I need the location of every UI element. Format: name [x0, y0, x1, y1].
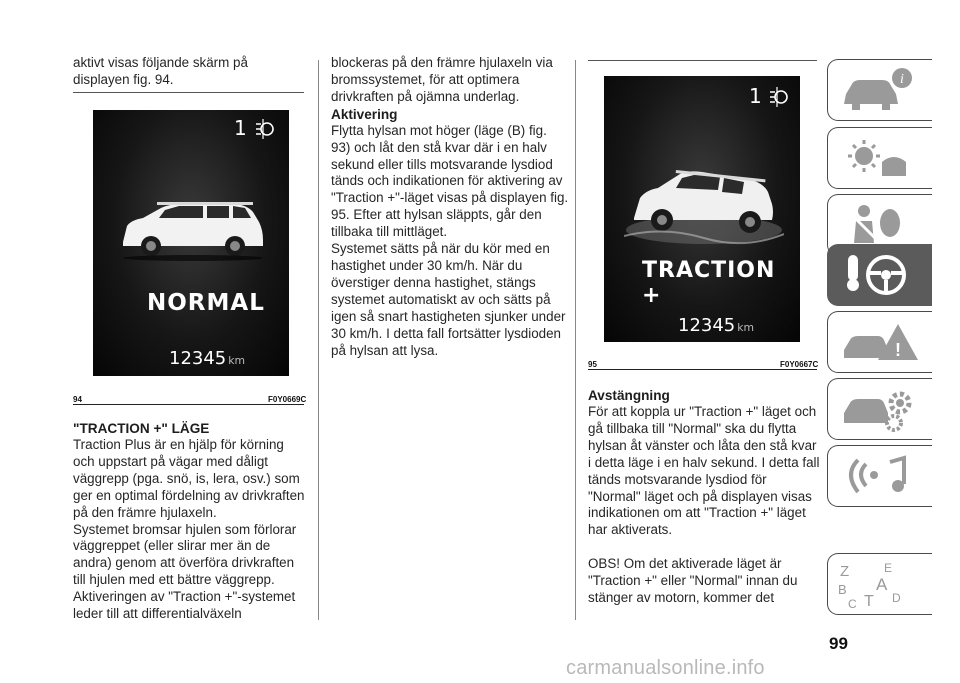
- paragraph: blockeras på den främre hjulaxeln via bromssystemet, för att optimera drivkraften på ojämna underlag.: [331, 55, 553, 104]
- column-divider: [318, 60, 319, 620]
- figure-94-bottom-rule: [73, 404, 304, 405]
- figure-95-top-rule: [588, 60, 817, 61]
- odometer-value: 12345: [678, 315, 736, 336]
- section-heading-traction: "TRACTION +" LÄGE: [73, 421, 210, 436]
- gear-indicator: 1: [234, 116, 247, 140]
- odometer-unit: km: [228, 354, 246, 367]
- paragraph: OBS! Om det aktiverade läget är "Traction +" eller "Normal" innan du stänger av motorn, kommer det: [588, 556, 798, 606]
- odometer-value: 12345: [169, 348, 227, 369]
- figure-95-number: 95: [588, 360, 597, 369]
- paragraph: Aktiveringen av "Traction +"-systemet leder till att differentialväxeln: [73, 589, 296, 622]
- chapter-tab-multimedia[interactable]: [827, 445, 932, 507]
- column-divider: [575, 60, 576, 620]
- odometer-unit: km: [737, 321, 755, 334]
- chapter-tab-starting-driving[interactable]: [827, 244, 932, 306]
- drive-mode-label: TRACTION +: [642, 258, 776, 308]
- svg-text:i: i: [900, 72, 904, 87]
- chapter-tab-car-info[interactable]: [827, 59, 932, 121]
- alphabetical-index-icon: [834, 558, 926, 610]
- chapter-tab-maintenance[interactable]: [827, 378, 932, 440]
- index-letter: E: [884, 561, 893, 575]
- index-letter: A: [876, 575, 888, 594]
- index-letter: T: [864, 593, 874, 610]
- figure-94-number: 94: [73, 395, 82, 404]
- traction-led-icon: [767, 85, 791, 109]
- odometer: [678, 315, 754, 336]
- figure-95-code: F0Y0667C: [780, 360, 819, 369]
- car-maintenance-gears-icon: [834, 383, 926, 435]
- car-offroad-icon: [624, 158, 784, 248]
- watermark: carmanualsonline.info: [566, 657, 765, 679]
- paragraph: Systemet bromsar hjulen som förlorar väggreppet (eller slirar mer än de andra) genom att överföra drivkraften till hjulen med ett bättre väggrepp.: [73, 521, 297, 588]
- paragraph: För att koppla ur "Traction +" läget och gå tillbaka till "Normal" ska du flytta hylsan åt vänster och låta den stå kvar i detta läge i en halv sekund. I detta fall tänds motsvarande lysdiod för "Normal" läget och på displayen visas indikationen om att "Traction +" läget har aktiverats.: [588, 404, 820, 538]
- section-heading-activation: Aktivering: [331, 106, 398, 122]
- svg-text:!: !: [895, 340, 901, 360]
- column-3-body: [588, 387, 823, 607]
- chapter-tab-dashboard-lights[interactable]: [827, 127, 932, 189]
- index-letter: C: [848, 597, 857, 610]
- paragraph: Systemet sätts på när du kör med en hastighet under 30 km/h. När du överstiger denna hastighet, stängs systemet automatiskt av och sätts på igen så snart hastigheten sjunker under 30 km/h. I detta fall fortsätter lysdioden på hylsan att lysa.: [331, 241, 566, 358]
- intro-text: aktivt visas följande skärm på displayen fig. 94.: [73, 55, 248, 87]
- paragraph: Flytta hylsan mot höger (läge (B) fig. 93) och låt den stå kvar där i en halv sekund eller tills motsvarande lysdiod tänds och indikationen för aktivering av "Traction +"-läget visas på displayen fig. 95. Efter att hylsan släppts, går den tillbaka till mittläget.: [331, 122, 569, 240]
- index-letter: Z: [840, 563, 850, 580]
- index-letter: B: [838, 582, 847, 597]
- chapter-tab-emergency[interactable]: [827, 311, 932, 373]
- car-accident-warning-icon: [834, 316, 926, 368]
- drive-mode-label: NORMAL: [147, 290, 265, 316]
- column-1: [73, 55, 308, 89]
- index-letter: D: [892, 591, 901, 605]
- multimedia-icon: [834, 450, 926, 502]
- chapter-tab-index[interactable]: [827, 553, 932, 615]
- car-info-icon: [834, 64, 926, 116]
- steering-wheel-key-icon: [834, 249, 926, 301]
- figure-94-display: [93, 110, 289, 376]
- dashboard-lights-icon: [834, 132, 926, 184]
- figure-95-bottom-rule: [588, 369, 817, 370]
- figure-95-display: [604, 76, 800, 342]
- column-1-body: [73, 420, 308, 623]
- gear-indicator: 1: [749, 84, 762, 108]
- odometer: [169, 348, 245, 369]
- paragraph: Traction Plus är en hjälp för körning och uppstart på vägar med dåligt väggrepp (pga. snö, is, lera, osv.) som ger en optimal fördelning av drivkraften på den främre hjulaxeln.: [73, 437, 305, 520]
- page-number: 99: [829, 634, 848, 653]
- section-heading-deactivation: Avstängning: [588, 388, 670, 403]
- column-2: [331, 55, 569, 359]
- figure-top-rule: [73, 92, 304, 93]
- figure-94-code: F0Y0669C: [268, 395, 307, 404]
- traction-led-icon: [253, 117, 277, 141]
- car-side-icon: [117, 200, 267, 262]
